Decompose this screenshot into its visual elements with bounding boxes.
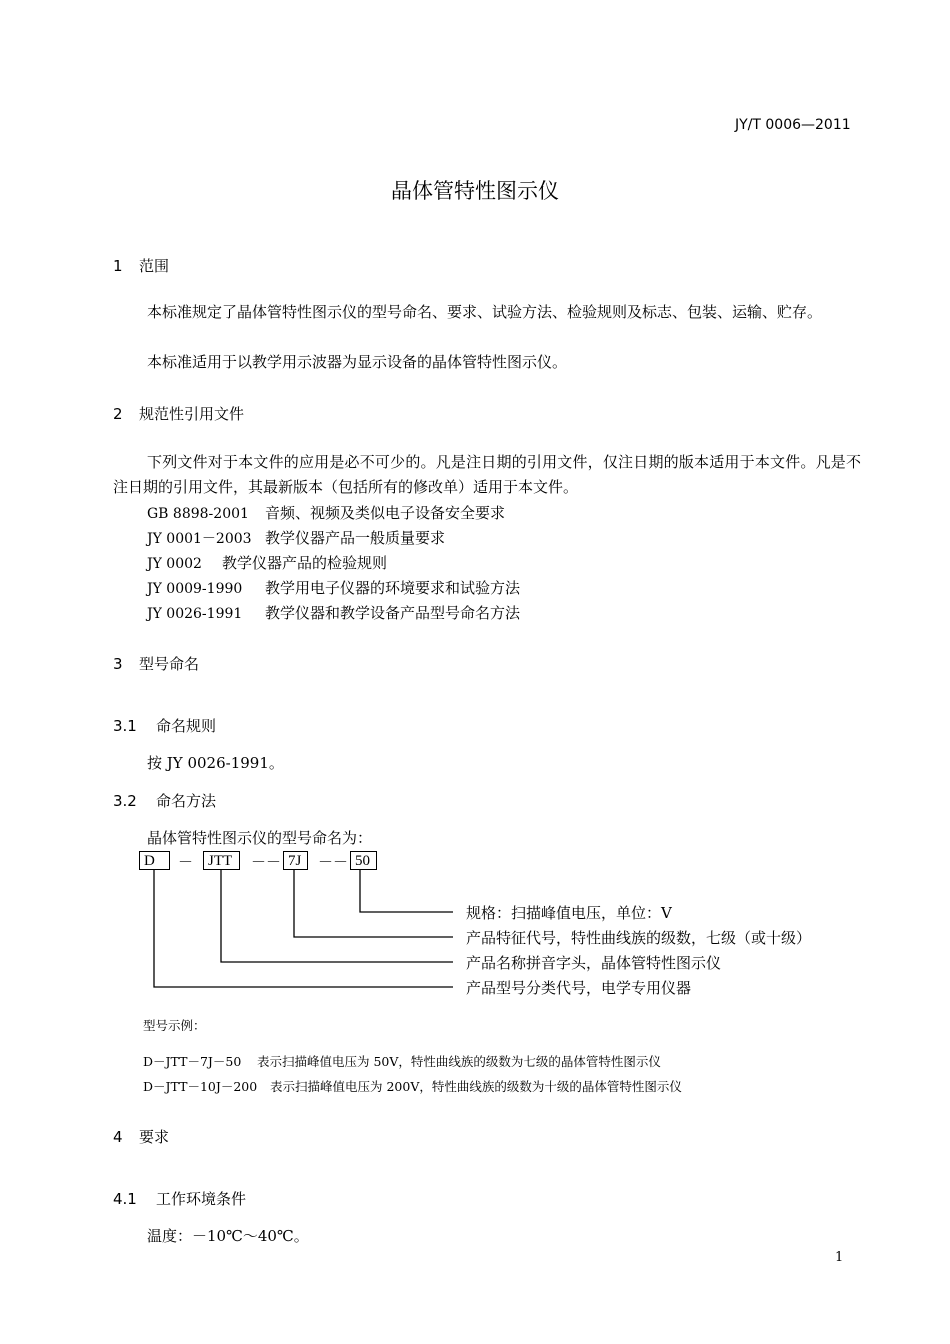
ref-title: 音频、视频及类似电子设备安全要求 — [265, 504, 506, 522]
label-name: 产品名称拼音字头，晶体管特性图示仪 — [466, 954, 722, 972]
connector-feature — [294, 870, 453, 937]
scope-paragraph-1: 本标准规定了晶体管特性图示仪的型号命名、要求、试验方法、检验规则及标志、包装、运输、贮存。 — [147, 303, 823, 321]
section-number: 3.1 — [113, 717, 137, 735]
code-box-feature: 7J — [283, 851, 308, 870]
example-desc: 表示扫描峰值电压为 200V，特性曲线族的级数为十级的晶体管特性图示仪 — [270, 1079, 682, 1094]
section-number: 3 — [113, 655, 123, 673]
scope-paragraph-2: 本标准适用于以教学用示波器为显示设备的晶体管特性图示仪。 — [147, 353, 568, 371]
example-code: D－JTT－7J－50 — [143, 1054, 242, 1069]
code-box-name: JTT — [203, 851, 240, 870]
section-number: 3.2 — [113, 792, 137, 810]
ref-title: 教学用电子仪器的环境要求和试验方法 — [265, 579, 521, 597]
code-dash: － — [178, 853, 194, 871]
ref-code: JY 0026-1991 — [147, 606, 243, 622]
naming-rule: 按 JY 0026-1991。 — [147, 754, 284, 772]
refs-intro: 下列文件对于本文件的应用是必不可少的。凡是注日期的引用文件，仅注日期的版本适用于本文件。凡是不注日期的引用文件，其最新版本（包括所有的修改单）适用于本文件。 — [113, 453, 861, 496]
ref-code: JY 0002 — [147, 556, 202, 572]
section-title: 规范性引用文件 — [139, 405, 245, 423]
section-title: 要求 — [139, 1128, 170, 1146]
example-item — [143, 1077, 682, 1095]
section-title: 工作环境条件 — [156, 1190, 247, 1208]
ref-title: 教学仪器产品的检验规则 — [222, 554, 388, 572]
standard-code: JY/T 0006—2011 — [735, 117, 851, 133]
label-spec: 规格：扫描峰值电压，单位：V — [466, 904, 672, 922]
page-number: 1 — [835, 1250, 844, 1265]
code-box-class: D — [139, 851, 170, 870]
section-title: 范围 — [139, 257, 170, 275]
section-number: 1 — [113, 257, 123, 275]
naming-intro: 晶体管特性图示仪的型号命名为： — [147, 829, 373, 847]
section-title: 命名方法 — [156, 792, 217, 810]
code-dash: －－ — [318, 853, 349, 871]
env-temperature: 温度：－10℃～40℃。 — [147, 1227, 309, 1245]
connector-class — [154, 870, 453, 987]
connector-name — [221, 870, 453, 962]
ref-code: JY 0009-1990 — [147, 581, 243, 597]
section-4-1-heading — [113, 1188, 246, 1209]
ref-title: 教学仪器和教学设备产品型号命名方法 — [265, 604, 521, 622]
ref-code: JY 0001－2003 — [147, 531, 252, 547]
section-number: 4 — [113, 1128, 123, 1146]
example-desc: 表示扫描峰值电压为 50V，特性曲线族的级数为七级的晶体管特性图示仪 — [257, 1054, 661, 1069]
label-feature: 产品特征代号，特性曲线族的级数，七级（或十级） — [466, 929, 812, 947]
section-title: 命名规则 — [156, 717, 217, 735]
section-title: 型号命名 — [139, 655, 200, 673]
code-box-spec: 50 — [350, 851, 377, 870]
ref-title: 教学仪器产品一般质量要求 — [265, 529, 446, 547]
example-title: 型号示例： — [143, 1018, 206, 1033]
example-item — [143, 1052, 661, 1070]
section-number: 2 — [113, 405, 123, 423]
example-code: D－JTT－10J－200 — [143, 1079, 258, 1094]
label-class: 产品型号分类代号，电学专用仪器 — [466, 979, 692, 997]
section-number: 4.1 — [113, 1190, 137, 1208]
section-4-heading — [113, 1126, 169, 1147]
code-dash: －－ — [251, 853, 282, 871]
connector-spec — [360, 870, 453, 912]
ref-code: GB 8898-2001 — [147, 506, 249, 522]
page-title: 晶体管特性图示仪 — [391, 179, 559, 203]
